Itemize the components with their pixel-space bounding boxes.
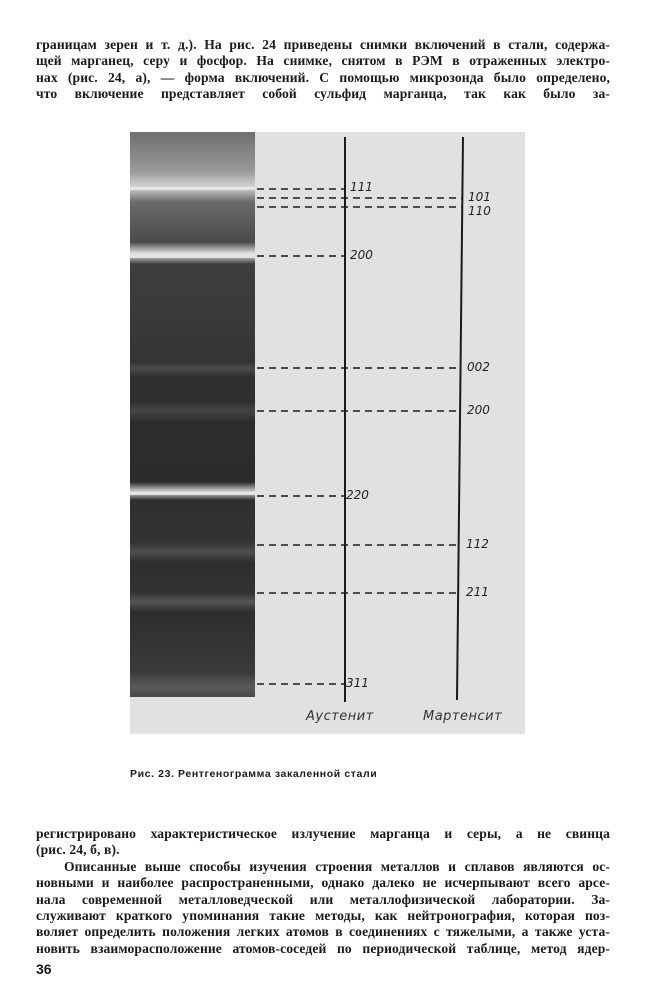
text-line: что включение представляет собой сульфид марганца, так как было за- xyxy=(36,86,610,102)
miller-index-label: 211 xyxy=(466,585,489,599)
text-line: воляет определить положения легких атомов в соединениях с тяжелыми, а также уста- xyxy=(36,924,610,940)
text-line: новить взаиморасположение атомов-соседей по периодической таблице, метод ядер- xyxy=(36,940,610,956)
miller-index-label: 101 xyxy=(468,190,491,204)
text-line: нах (рис. 24, а), — форма включений. С помощью микрозонда было определено, xyxy=(36,69,610,85)
martensite-column-label: Мартенсит xyxy=(423,709,503,724)
miller-index-label: 110 xyxy=(468,204,491,218)
miller-index-label: 311 xyxy=(346,676,369,690)
text-line: Описанные выше способы изучения строения металлов и сплавов являются ос- xyxy=(64,858,610,874)
text-line: границам зерен и т. д.). На рис. 24 приведены снимки включений в стали, содержа- xyxy=(36,37,610,52)
text-line: (рис. 24, б, в). xyxy=(36,842,120,858)
text-line: нала современной металловедческой или металлофизической лаборатории. За- xyxy=(36,891,610,907)
miller-index-label: 112 xyxy=(466,537,489,551)
diffraction-lines xyxy=(130,132,525,734)
text-line: щей марганец, серу и фосфор. На снимке, снятом в РЭМ в отраженных электро- xyxy=(36,53,610,69)
text-line: служивают краткого упоминания такие методы, как нейтронография, которая поз- xyxy=(36,908,610,924)
top-paragraph xyxy=(36,37,610,103)
text-line: регистрировано характеристическое излучение марганца и серы, а не свинца xyxy=(36,826,610,841)
miller-index-label: 002 xyxy=(467,360,490,374)
miller-index-label: 200 xyxy=(467,403,490,417)
page-number: 36 xyxy=(36,961,52,977)
miller-index-label: 200 xyxy=(350,248,373,262)
austenite-column-label: Аустенит xyxy=(306,709,374,724)
miller-index-label: 111 xyxy=(350,180,373,194)
miller-index-label: 220 xyxy=(346,488,369,502)
figure-caption: Рис. 23. Рентгенограмма закаленной стали xyxy=(130,768,378,780)
text-line: новными и наиболее распространенными, однако далеко не исчерпывают всего арсе- xyxy=(36,875,610,891)
martensite-axis xyxy=(457,137,463,700)
bottom-paragraph xyxy=(36,826,610,957)
xray-pattern-figure xyxy=(130,132,525,734)
